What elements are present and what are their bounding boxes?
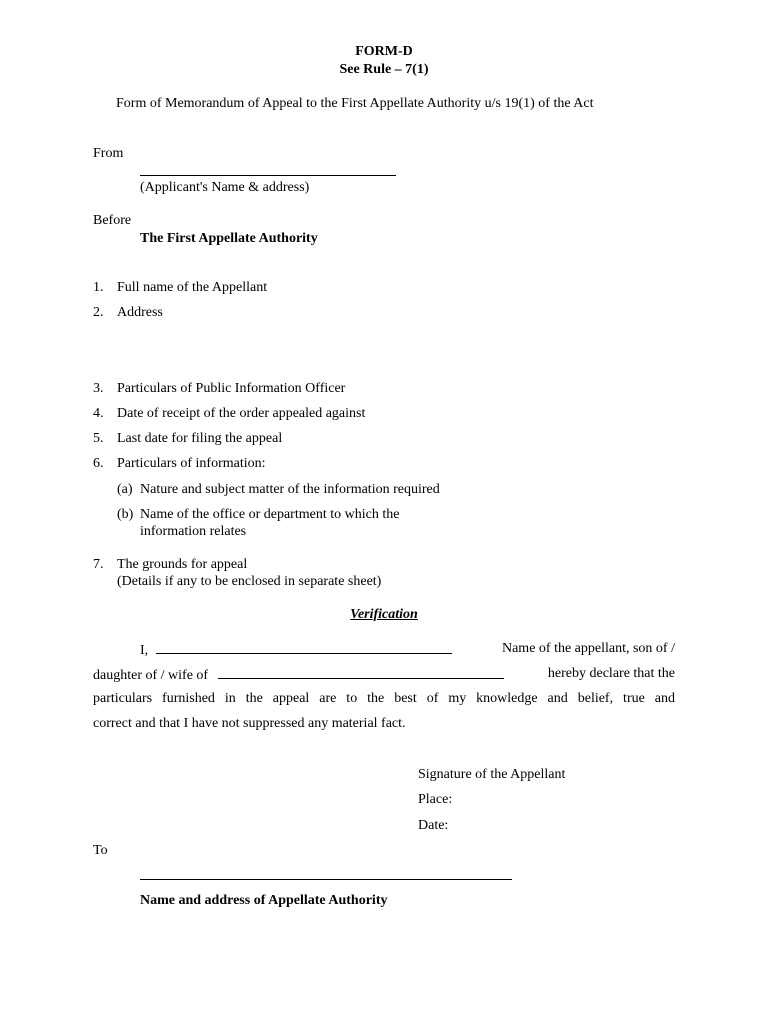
verification-line-1: [93, 640, 675, 659]
subitem-a-letter: (a): [117, 482, 133, 497]
verification-relation-label: daughter of / wife of: [93, 668, 209, 683]
verification-line-4: correct and that I have not suppressed any material fact.: [93, 716, 406, 731]
item-7-note: (Details if any to be enclosed in separate sheet): [117, 574, 382, 589]
to-blank-line[interactable]: [140, 879, 512, 880]
appellate-authority-caption: Name and address of Appellate Authority: [140, 893, 388, 908]
verification-title: Verification: [350, 607, 418, 622]
first-appellate-authority: The First Appellate Authority: [140, 231, 318, 246]
verification-line-1-end: Name of the appellant, son of /: [501, 641, 675, 656]
item-2-text: Address: [117, 305, 163, 320]
place-label: Place:: [418, 792, 453, 807]
subitem-a-text: Nature and subject matter of the information required: [140, 482, 440, 497]
item-6-text: Particulars of information:: [117, 456, 266, 471]
subitem-b-text: Name of the office or department to which the: [140, 507, 400, 522]
verification-line-2: [93, 665, 675, 684]
appellant-name-blank[interactable]: [156, 640, 452, 654]
verification-line-3: particulars furnished in the appeal are to the best of my knowledge and belief, true and: [93, 691, 675, 706]
item-4-text: Date of receipt of the order appealed against: [117, 406, 366, 421]
before-label: Before: [93, 213, 132, 228]
item-5-number: 5.: [93, 431, 104, 446]
form-title: FORM-D: [355, 44, 413, 59]
from-caption: (Applicant's Name & address): [140, 180, 310, 195]
rule-reference: See Rule – 7(1): [339, 62, 429, 77]
item-1-text: Full name of the Appellant: [117, 280, 268, 295]
item-2-number: 2.: [93, 305, 104, 320]
to-label: To: [93, 843, 108, 858]
signature-label: Signature of the Appellant: [418, 767, 566, 782]
item-6-number: 6.: [93, 456, 104, 471]
item-3-number: 3.: [93, 381, 104, 396]
from-label: From: [93, 146, 124, 161]
item-4-number: 4.: [93, 406, 104, 421]
item-3-text: Particulars of Public Information Officer: [117, 381, 346, 396]
from-blank-line[interactable]: [140, 175, 396, 176]
item-7-text: The grounds for appeal: [117, 557, 248, 572]
form-subtitle: Form of Memorandum of Appeal to the First Appellate Authority u/s 19(1) of the Act: [116, 96, 594, 111]
subitem-b-letter: (b): [117, 507, 134, 522]
date-label: Date:: [418, 818, 449, 833]
item-7-number: 7.: [93, 557, 104, 572]
verification-i: I,: [140, 643, 149, 658]
item-5-text: Last date for filing the appeal: [117, 431, 283, 446]
parent-spouse-name-blank[interactable]: [218, 665, 504, 679]
subitem-b-text-continued: information relates: [140, 524, 247, 539]
verification-line-2-end: hereby declare that the: [547, 666, 675, 681]
verification-heading-wrap: [0, 606, 768, 623]
item-1-number: 1.: [93, 280, 104, 295]
